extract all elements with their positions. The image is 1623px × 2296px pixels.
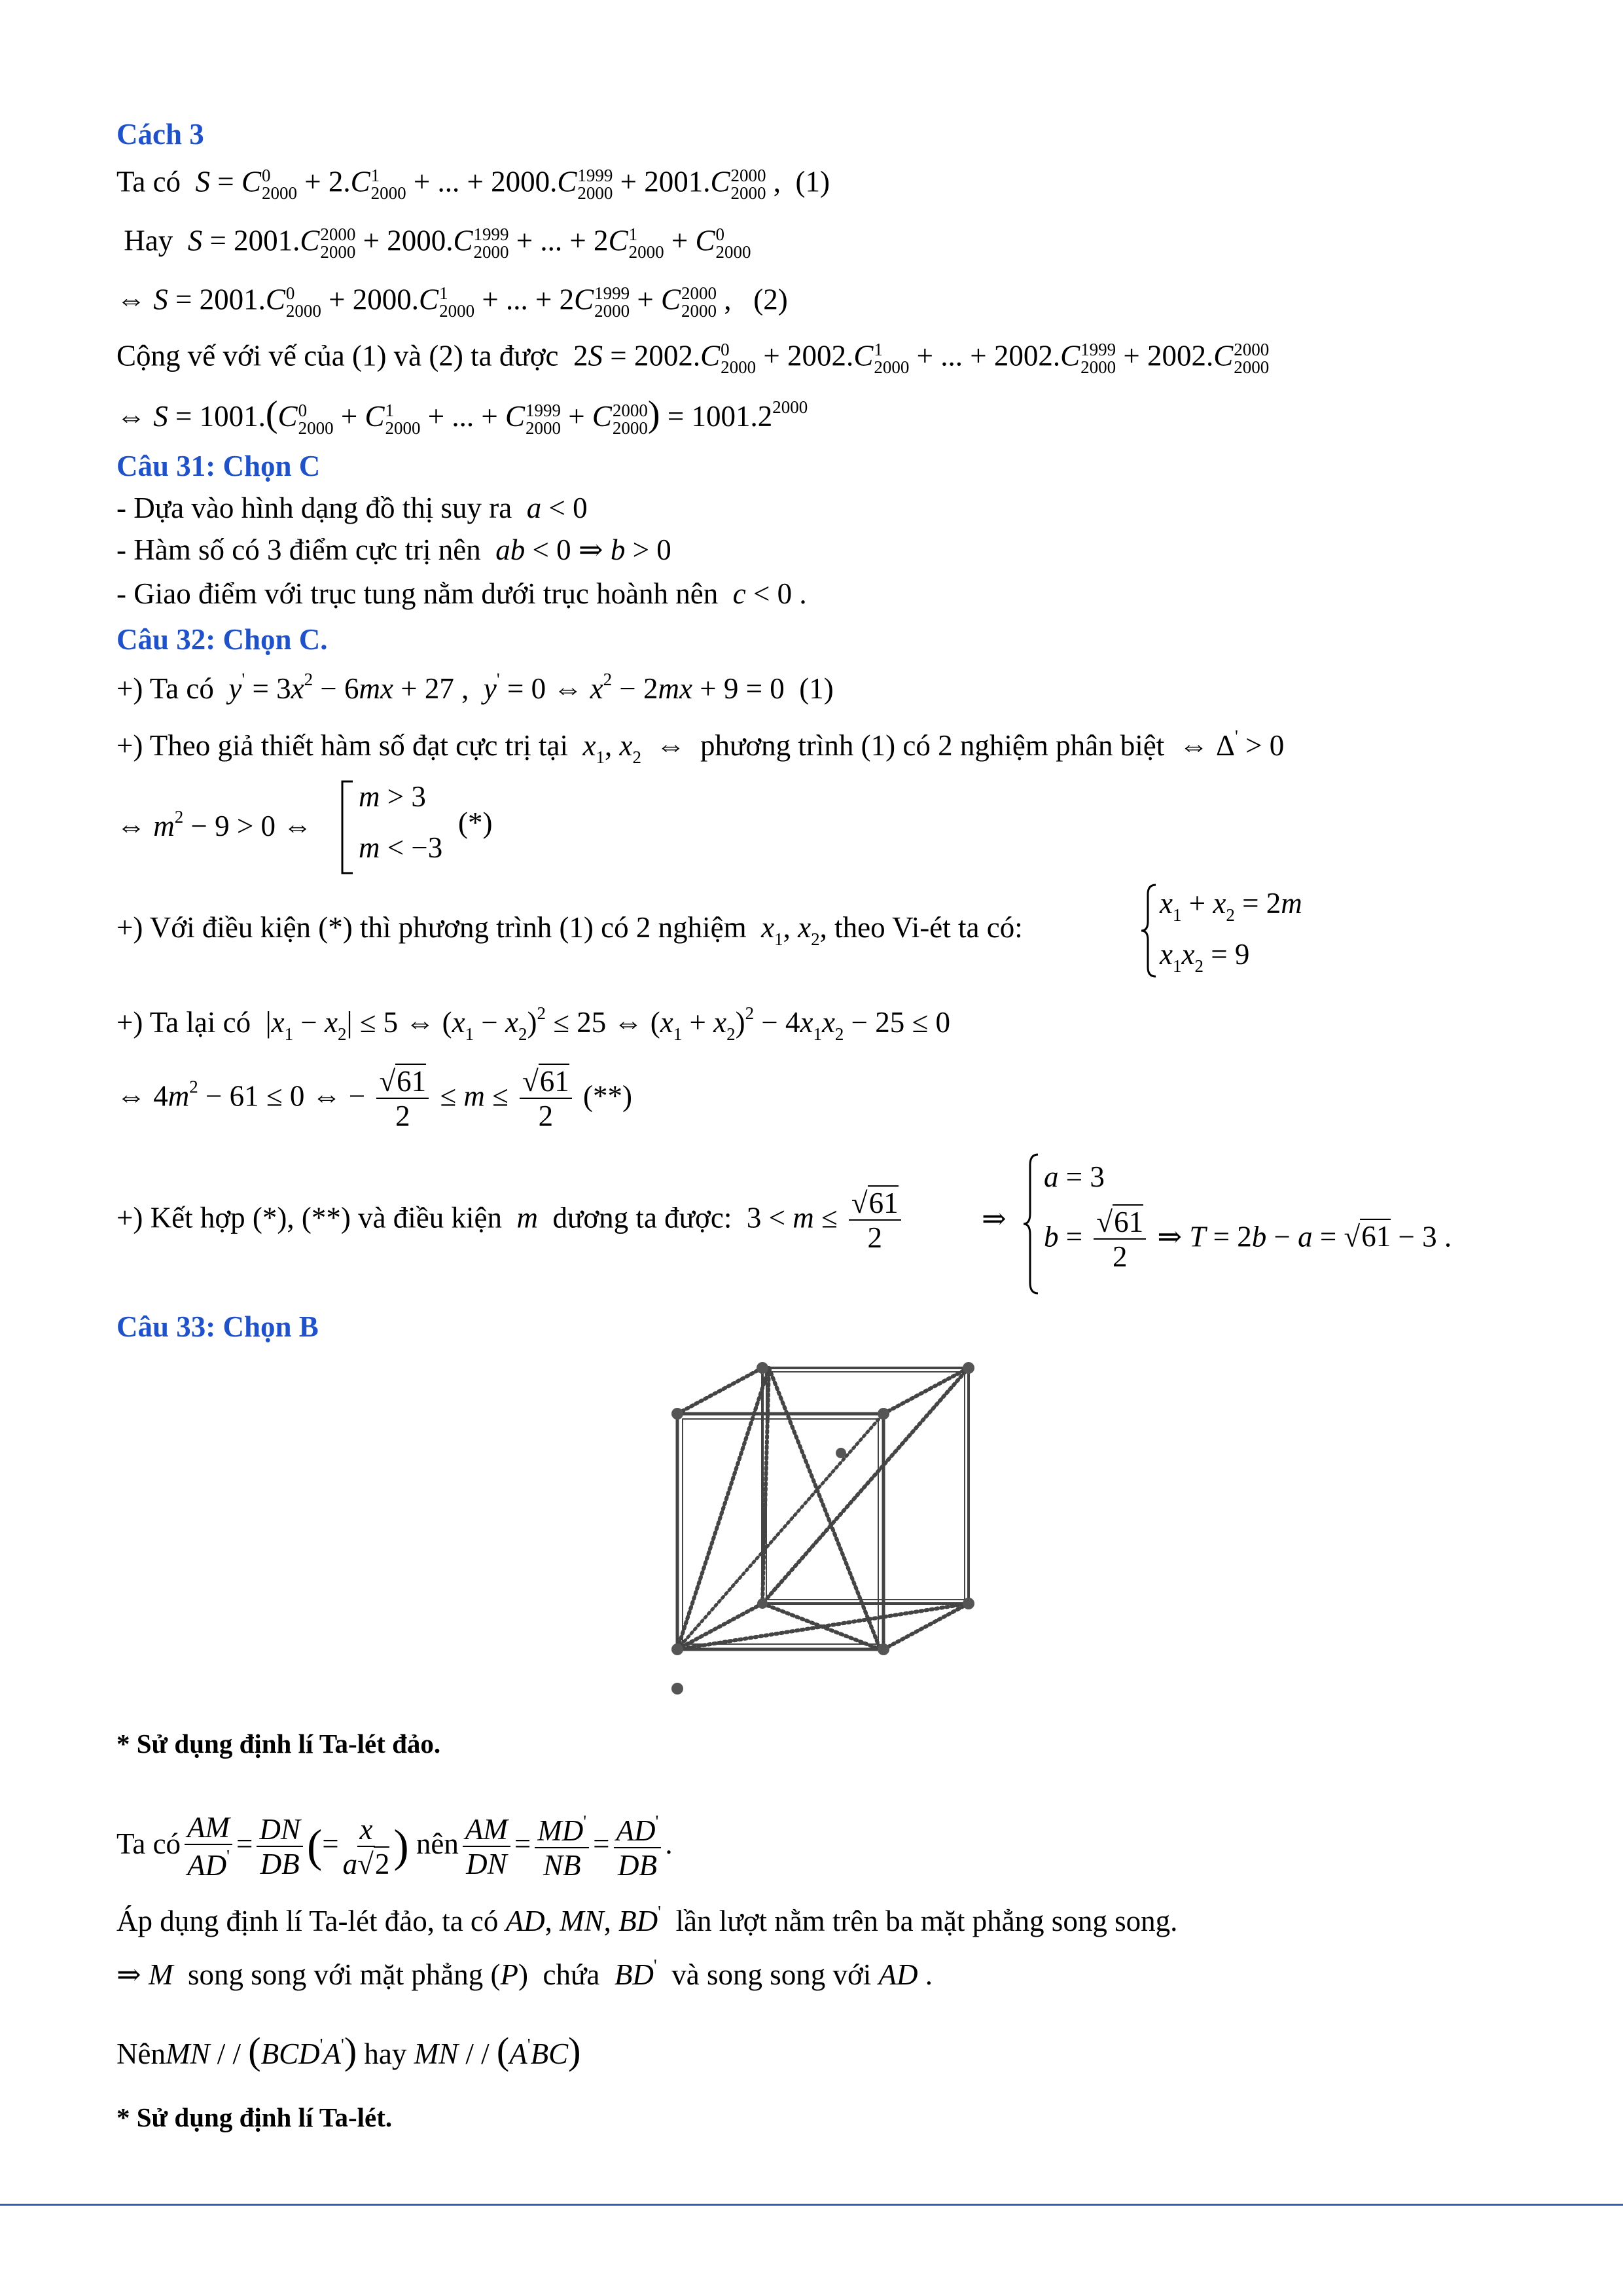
heading-cau32: Câu 32: Chọn C.: [116, 623, 328, 656]
c32-line3: ⇔ $m^2 - 9 > 0$ ⇔: [116, 807, 313, 842]
label-eq2: (2): [753, 283, 788, 316]
c32-line4: +) Với điều kiện (*) thì phương trình (1) có 2 nghiệm $x_1$, $x_2$, theo Vi-ét ta có:: [116, 911, 1023, 949]
text-c31-line1: - Dựa vào hình dạng đồ thị suy ra: [116, 492, 512, 524]
text-c32-l5: +) Ta lại có: [116, 1006, 251, 1039]
c33-apdung-line: Áp dụng định lí Ta-lét đảo, ta có AD, MN, BD' lần lượt nằm trên ba mặt phẳng song song.: [116, 1902, 1178, 1937]
footer-divider: [0, 2204, 1623, 2206]
text-c32-l2: +) Theo giả thiết hàm số đạt cực trị tại: [116, 729, 568, 762]
text-c33-apdung-b: lần lượt nằm trên ba mặt phẳng song song.: [675, 1905, 1178, 1937]
bracket-or: [337, 779, 357, 876]
heading-cach3: Cách 3: [116, 118, 204, 151]
text-c33-ta-co: Ta có: [116, 1827, 181, 1860]
text-c32-l4: +) Với điều kiện (*) thì phương trình (1) có 2 nghiệm: [116, 911, 747, 944]
result-b: b = $\frac{√61}{2}$ ⇒ T = 2b − a = √61 − 3 .: [1044, 1206, 1452, 1273]
heading-cau33: Câu 33: Chọn B: [116, 1310, 319, 1343]
c31-line3: - Giao điểm với trục tung nằm dưới trục hoành nên c < 0 .: [116, 577, 807, 610]
label-star2: (**): [583, 1079, 633, 1113]
math-line-s5: ⇔ S = 1001.(C 0 2000 + C 1 2000 + ... + C 1999 2000 + C 2000 2000 ) = $1001.2^{2000}$: [116, 394, 808, 438]
result-a: a = 3: [1044, 1160, 1105, 1193]
text-c32-l1: +) Ta có: [116, 672, 214, 705]
c32-case-a: m > 3: [359, 780, 426, 813]
c32-line2: +) Theo giả thiết hàm số đạt cực trị tại $x_1$, $x_2$ ⇔ phương trình (1) có 2 nghiệm phân biệt ⇔ Δ' > 0: [116, 726, 1285, 767]
brace-result: [1021, 1152, 1041, 1296]
c32-line1: +) Ta có $y' = 3x^2 - 6mx + 27$ , y' = 0 ⇔ $x^2 - 2mx + 9 = 0$ (1): [116, 670, 834, 705]
math-line-s3: ⇔ S = 2001.C 0 2000 + 2000.C 1 2000 + ... + 2C 1999 2000 + C 2000 2000 , (2): [116, 283, 788, 321]
text-c31-line2: - Hàm số có 3 điểm cực trị nên: [116, 533, 481, 566]
cube-figure: [658, 1355, 991, 1708]
text-hay: Hay: [124, 224, 173, 257]
text-cong-ve: Cộng vế với vế của (1) và (2) ta được: [116, 339, 559, 372]
c31-line2: - Hàm số có 3 điểm cực trị nên ab < 0 ⇒ b > 0: [116, 533, 671, 566]
text-ta-co: Ta có: [116, 165, 181, 198]
c33-song-line: ⇒ M song song với mặt phẳng (P) chứa BD' và song song với AD .: [116, 1956, 933, 1991]
c32-case-b: m < −3: [359, 831, 443, 864]
text-c33-chua: chứa: [543, 1958, 600, 1991]
text-c33-song1: song song với mặt phẳng: [187, 1958, 484, 1991]
text-c32-l7b: dương ta được:: [552, 1201, 732, 1234]
c33-sub1: * Sử dụng định lí Ta-lét đảo.: [116, 1729, 441, 1759]
text-c33-nen: nên: [416, 1827, 459, 1860]
math-line-s4: Cộng vế với vế của (1) và (2) ta được 2S = 2002.C 0 2000 + 2002.C 1 2000 + ... + 2002.C 1999 2000 + 2002.C 2000 2000: [116, 339, 1270, 377]
c33-nen-line: NênMN / / (BCD'A') hay MN / / (A'BC): [116, 2030, 581, 2072]
c32-line6: ⇔ $4m^2 - 61 \le 0$ ⇔ − $\frac{√61}{2}$ ≤ m ≤ $\frac{√61}{2}$ (**): [116, 1065, 633, 1132]
brace-vieta: [1139, 882, 1158, 979]
heading-cau31: Câu 31: Chọn C: [116, 450, 321, 482]
vieta-product: $x_1x_2 = 9$: [1160, 938, 1250, 976]
math-line-s1: Ta có S = C 0 2000 + 2.C 1 2000 + ... + 2000.C 1999 2000 + 2001.C 2000 2000 , (1): [116, 165, 830, 203]
text-c33-song2: và song song với: [671, 1958, 872, 1991]
c33-ratio-line: Ta có $\frac{AM}{AD'}$ = $\frac{DN}{DB}$ (= $\frac{x}{a√2}$ ) nên $\frac{AM}{DN}$ = $\frac{MD'}{NB}$ = $\frac{AD'}{DB}$ .: [116, 1811, 673, 1882]
implies-arrow: ⇒: [982, 1202, 1007, 1235]
c33-sub2: * Sử dụng định lí Ta-lét.: [116, 2102, 393, 2132]
text-c33-apdung: Áp dụng định lí Ta-lét đảo, ta có: [116, 1905, 499, 1937]
label-c32-eq1: (1): [799, 672, 834, 705]
label-star: (*): [458, 806, 493, 839]
vieta-sum: $x_1 + x_2 = 2m$: [1160, 887, 1302, 925]
text-c32-l7: +) Kết hợp (*), (**) và điều kiện: [116, 1201, 502, 1234]
label-eq1: (1): [795, 165, 830, 198]
math-line-s2: Hay S = 2001.C 2000 2000 + 2000.C 1999 2000 + ... + 2C 1 2000 + C 0 2000: [124, 224, 751, 262]
text-c33-nen2: Nên: [116, 2037, 166, 2070]
text-c32-l4b: , theo Vi-ét ta có:: [819, 911, 1023, 944]
text-c31-line3: - Giao điểm với trục tung nằm dưới trục hoành nên: [116, 577, 719, 610]
text-c32-l2b: phương trình (1) có 2 nghiệm phân biệt: [700, 729, 1165, 762]
c32-line5: +) Ta lại có $|x_1 - x_2| \le 5$ ⇔ $(x_1 - x_2)^2 \le 25$ ⇔ $(x_1 + x_2)^2 - 4x_1x_2 - 25 \le 0$: [116, 1003, 950, 1044]
text-c33-hay: hay: [364, 2037, 407, 2070]
c31-line1: - Dựa vào hình dạng đồ thị suy ra a < 0: [116, 492, 588, 524]
c32-line7: +) Kết hợp (*), (**) và điều kiện m dương ta được: 3 < m ≤ $\frac{√61}{2}$: [116, 1189, 905, 1253]
